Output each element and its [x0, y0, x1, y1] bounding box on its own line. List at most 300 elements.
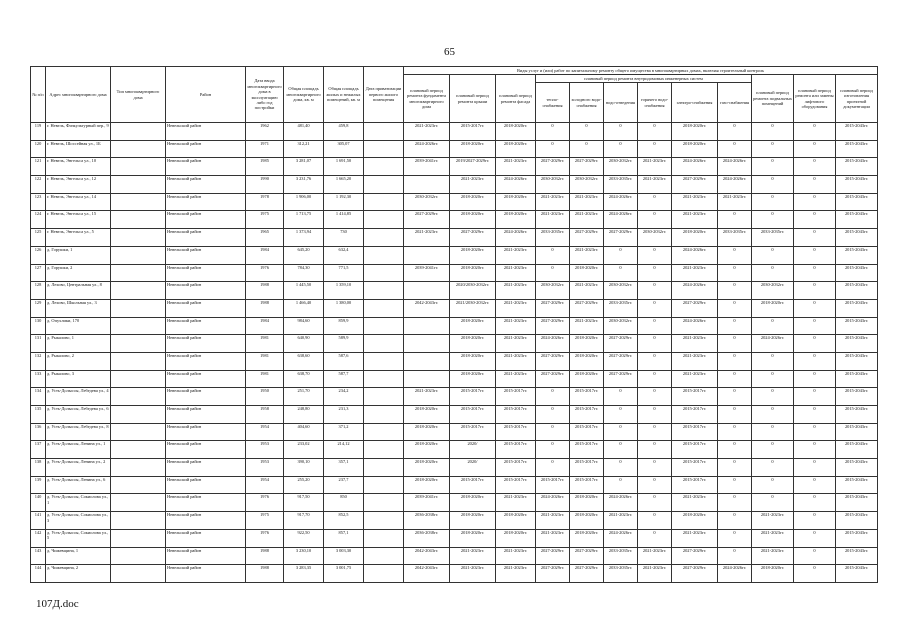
- table-cell: 142: [31, 529, 46, 547]
- table-cell: 1981: [246, 352, 284, 370]
- table-cell: 0: [604, 388, 638, 406]
- table-cell: 2021-2023гг.: [496, 335, 536, 353]
- table-cell: 0: [794, 494, 836, 512]
- table-cell: 2015-2043гг.: [836, 299, 878, 317]
- table-cell: 2021-2023гг.: [496, 352, 536, 370]
- table-cell: 2021-2023гг.: [496, 158, 536, 176]
- table-cell: 2030-2032гг.: [604, 282, 638, 300]
- table-cell: 0: [752, 423, 794, 441]
- table-cell: 0: [638, 441, 672, 459]
- table-cell: 0: [718, 476, 752, 494]
- table-cell: [364, 264, 404, 282]
- table-row: [31, 299, 878, 317]
- table-cell: 2021-2023гг.: [404, 388, 450, 406]
- table-cell: 2021-2023гг.: [638, 565, 672, 583]
- table-cell: Невельский район: [166, 565, 246, 583]
- table-cell: 2021-2023гг.: [496, 299, 536, 317]
- table-cell: 2021-2023гг.: [570, 211, 604, 229]
- table-cell: 2021-2023гг.: [404, 229, 450, 247]
- table-cell: 2033-2035гг.: [604, 547, 638, 565]
- table-cell: 2024-2026гг.: [536, 494, 570, 512]
- header-hot-water: горячего водо-снабжения: [638, 83, 672, 123]
- table-cell: 1 373,94: [284, 229, 324, 247]
- table-cell: 2021-2023гг.: [536, 529, 570, 547]
- table-cell: 917,50: [284, 494, 324, 512]
- table-cell: 2015-2017гг.: [496, 441, 536, 459]
- header-lift: плановый период ремонта или замены лифтового оборудования: [794, 75, 836, 123]
- table-cell: 2027-2029гг.: [536, 352, 570, 370]
- table-cell: [111, 211, 166, 229]
- table-cell: [111, 388, 166, 406]
- table-cell: 784,30: [284, 264, 324, 282]
- table-cell: 2015-2043гг.: [836, 123, 878, 141]
- table-cell: 0: [718, 441, 752, 459]
- table-cell: 2018-2020гг.: [752, 565, 794, 583]
- table-cell: 459,8: [324, 123, 364, 141]
- table-cell: 0: [638, 246, 672, 264]
- table-cell: 0: [604, 140, 638, 158]
- header-district: Район: [166, 67, 246, 123]
- table-cell: 2027-2029гг.: [672, 547, 718, 565]
- table-cell: 2018-2020гг.: [450, 529, 496, 547]
- table-cell: 2015-2043гг.: [836, 388, 878, 406]
- table-cell: [364, 388, 404, 406]
- table-cell: 2024-2026гг.: [604, 494, 638, 512]
- page-number: 65: [444, 46, 455, 58]
- table-cell: 2018-2020гг.: [672, 140, 718, 158]
- table-cell: 0: [536, 406, 570, 424]
- table-cell: д. Усть-Долыссы, Ленина ул., 1: [46, 441, 111, 459]
- table-row: [31, 494, 878, 512]
- table-cell: 587,7: [324, 370, 364, 388]
- table-cell: [364, 565, 404, 583]
- table-cell: 2021-2023гг.: [450, 565, 496, 583]
- table-cell: 0: [794, 529, 836, 547]
- table-cell: 0: [718, 512, 752, 530]
- table-cell: 0: [794, 388, 836, 406]
- header-type: Тип многоквартирного дома: [111, 67, 166, 123]
- table-cell: [111, 299, 166, 317]
- table-cell: 2018-2020гг.: [672, 229, 718, 247]
- table-cell: 2015-2017гг.: [672, 476, 718, 494]
- table-cell: [364, 193, 404, 211]
- table-cell: 2018-2020гг.: [404, 459, 450, 477]
- table-cell: 2027-2029гг.: [604, 370, 638, 388]
- table-cell: 984,60: [284, 317, 324, 335]
- table-cell: [111, 335, 166, 353]
- table-cell: 0: [718, 335, 752, 353]
- table-cell: г. Невель, Физкультурный пер., 9: [46, 123, 111, 141]
- table-cell: 0: [794, 476, 836, 494]
- table-cell: 2020/: [450, 459, 496, 477]
- table-cell: 3 283,35: [284, 565, 324, 583]
- table-cell: [404, 282, 450, 300]
- table-cell: 0: [718, 282, 752, 300]
- table-cell: 2024-2026гг.: [672, 282, 718, 300]
- table-cell: 2039-2041гг.: [404, 158, 450, 176]
- table-cell: д. Усть-Долыссы, Сокиолова ул., 3: [46, 512, 111, 530]
- table-cell: д. Лехово, Школьная ул., 3: [46, 299, 111, 317]
- table-cell: 136: [31, 423, 46, 441]
- table-cell: 133: [31, 370, 46, 388]
- table-cell: 2015-2043гг.: [836, 158, 878, 176]
- table-cell: 2021-2023гг.: [404, 123, 450, 141]
- table-cell: 481,40: [284, 123, 324, 141]
- table-cell: 1 445,50: [284, 282, 324, 300]
- table-cell: 2021-2023гг.: [718, 193, 752, 211]
- table-cell: Невельский район: [166, 140, 246, 158]
- table-cell: 0: [536, 140, 570, 158]
- table-cell: 1 380,00: [324, 299, 364, 317]
- table-cell: 122: [31, 176, 46, 194]
- table-cell: д. Лехово, Центральная ул., 8: [46, 282, 111, 300]
- table-cell: д. Усть-Долыссы, Ленина ул., 2: [46, 459, 111, 477]
- table-cell: 0: [752, 176, 794, 194]
- table-cell: 771,5: [324, 264, 364, 282]
- table-cell: 1985: [246, 158, 284, 176]
- table-cell: 144: [31, 565, 46, 583]
- table-cell: 2027-2029гг.: [570, 565, 604, 583]
- table-row: [31, 264, 878, 282]
- table-row: [31, 140, 878, 158]
- table-cell: 2015-2043гг.: [836, 423, 878, 441]
- table-cell: 0: [718, 547, 752, 565]
- table-cell: 0: [638, 193, 672, 211]
- table-cell: 0: [638, 264, 672, 282]
- table-cell: 2018-2020гг.: [404, 476, 450, 494]
- table-cell: 0: [718, 211, 752, 229]
- table-cell: 2015-2043гг.: [836, 512, 878, 530]
- table-cell: 2033-2035гг.: [604, 299, 638, 317]
- table-cell: 0: [638, 406, 672, 424]
- table-cell: 2015-2017гг.: [496, 459, 536, 477]
- table-cell: 0: [794, 547, 836, 565]
- table-cell: 632,4: [324, 246, 364, 264]
- table-cell: 2018-2020гг.: [570, 494, 604, 512]
- table-cell: 0: [536, 246, 570, 264]
- table-cell: 0: [794, 211, 836, 229]
- table-cell: 3 001,75: [324, 565, 364, 583]
- table-cell: 305,07: [324, 140, 364, 158]
- header-address: Адрес многоквартирного дома: [46, 67, 111, 123]
- table-cell: г. Невель, Энгельса ул., 5: [46, 229, 111, 247]
- table-cell: 0: [752, 370, 794, 388]
- table-cell: 233,02: [284, 441, 324, 459]
- table-cell: 0: [718, 299, 752, 317]
- table-cell: [404, 370, 450, 388]
- table-cell: 255,20: [284, 476, 324, 494]
- table-cell: 0: [638, 140, 672, 158]
- table-cell: 2015-2017гг.: [450, 476, 496, 494]
- table-cell: Невельский район: [166, 476, 246, 494]
- table-cell: 214,12: [324, 441, 364, 459]
- table-cell: 0: [794, 370, 836, 388]
- table-cell: 589,9: [324, 335, 364, 353]
- table-cell: 2021-2023гг.: [496, 246, 536, 264]
- table-cell: д. Усть-Долыссы, Лебедева ул., 4: [46, 388, 111, 406]
- table-cell: 2018-2020гг.: [570, 529, 604, 547]
- table-cell: [111, 229, 166, 247]
- table-cell: 2015-2043гг.: [836, 529, 878, 547]
- table-cell: 0: [752, 352, 794, 370]
- table-cell: 2021-2023гг.: [672, 370, 718, 388]
- table-cell: 0: [604, 459, 638, 477]
- table-body: [31, 123, 878, 583]
- table-cell: 2027-2029гг.: [604, 229, 638, 247]
- table-cell: д. Опухлики, 170: [46, 317, 111, 335]
- table-cell: 2036-2038гг.: [404, 512, 450, 530]
- table-cell: 0: [718, 388, 752, 406]
- header-cold-water: холодного водо-снабжения: [570, 83, 604, 123]
- table-cell: Невельский район: [166, 388, 246, 406]
- table-cell: 1975: [246, 512, 284, 530]
- header-living-area: Общая площадь жилых и нежилых помещений, кв. м: [324, 67, 364, 123]
- table-cell: 2024-2026гг.: [672, 246, 718, 264]
- table-cell: 2024-2026гг.: [718, 565, 752, 583]
- table-cell: 1988: [246, 299, 284, 317]
- table-cell: [111, 158, 166, 176]
- table-cell: 2015-2017гг.: [450, 406, 496, 424]
- table-cell: 130: [31, 317, 46, 335]
- table-cell: Невельский район: [166, 193, 246, 211]
- table-cell: 850: [324, 494, 364, 512]
- table-cell: [364, 229, 404, 247]
- table-cell: 2024-2026гг.: [718, 158, 752, 176]
- table-cell: 0: [752, 211, 794, 229]
- table-cell: 2024-2026гг.: [496, 229, 536, 247]
- table-cell: 3 003,30: [324, 547, 364, 565]
- table-cell: 2018-2020гг.: [450, 494, 496, 512]
- table-cell: 2018-2020гг.: [450, 317, 496, 335]
- table-cell: 0: [752, 264, 794, 282]
- table-cell: 0: [752, 246, 794, 264]
- header-basement: плановый период ремонта подвальных помещений: [752, 75, 794, 123]
- table-cell: 2018-2020гг.: [450, 352, 496, 370]
- table-cell: 2015-2043гг.: [836, 476, 878, 494]
- table-cell: Невельский район: [166, 211, 246, 229]
- table-cell: 0: [794, 264, 836, 282]
- table-cell: 2018-2020гг.: [672, 512, 718, 530]
- table-cell: 2015-2043гг.: [836, 176, 878, 194]
- table-cell: 0: [638, 123, 672, 141]
- table-cell: 2027-2029гг.: [536, 565, 570, 583]
- table-row: [31, 512, 878, 530]
- table-cell: 0: [752, 406, 794, 424]
- table-cell: Невельский район: [166, 547, 246, 565]
- table-cell: 2018-2020гг.: [450, 140, 496, 158]
- table-cell: 2021-2023гг.: [496, 282, 536, 300]
- table-cell: 0: [638, 494, 672, 512]
- table-cell: 2021/2030-2032гг.: [450, 299, 496, 317]
- table-cell: 0: [794, 352, 836, 370]
- table-cell: 0: [638, 423, 672, 441]
- table-row: [31, 441, 878, 459]
- table-cell: 2027-2029гг.: [536, 547, 570, 565]
- table-cell: 2021-2023гг.: [672, 352, 718, 370]
- table-cell: 357,1: [324, 459, 364, 477]
- table-cell: д. Усть-Долыссы, Сокиолова ул., 1: [46, 494, 111, 512]
- table-cell: 917,70: [284, 512, 324, 530]
- table-cell: 2030-2032гг.: [536, 282, 570, 300]
- table-cell: д. Рыкалово, 2: [46, 352, 111, 370]
- table-cell: [364, 352, 404, 370]
- table-cell: 2021-2023гг.: [496, 264, 536, 282]
- header-electric: электро-снабжения: [672, 83, 718, 123]
- table-row: [31, 547, 878, 565]
- table-cell: 2042-2043гг.: [404, 565, 450, 583]
- table-cell: 852,5: [324, 512, 364, 530]
- table-cell: 2015-2043гг.: [836, 264, 878, 282]
- table-cell: [364, 123, 404, 141]
- table-cell: 3 281,07: [284, 158, 324, 176]
- table-row: [31, 229, 878, 247]
- table-cell: 2024-2026гг.: [404, 140, 450, 158]
- table-cell: 0: [604, 441, 638, 459]
- table-cell: 234,2: [324, 388, 364, 406]
- table-cell: 2024-2026гг.: [672, 317, 718, 335]
- table-cell: 126: [31, 246, 46, 264]
- table-cell: [364, 529, 404, 547]
- table-cell: 2018-2020гг.: [570, 335, 604, 353]
- table-row: [31, 565, 878, 583]
- table-cell: Невельский район: [166, 282, 246, 300]
- table-cell: [404, 317, 450, 335]
- table-cell: [364, 246, 404, 264]
- table-cell: [111, 423, 166, 441]
- table-cell: 2021-2023гг.: [672, 193, 718, 211]
- table-cell: [364, 299, 404, 317]
- table-cell: [111, 441, 166, 459]
- table-cell: 2027-2029гг.: [536, 299, 570, 317]
- table-row: [31, 282, 878, 300]
- table-cell: [364, 317, 404, 335]
- table-cell: Невельский район: [166, 441, 246, 459]
- table-cell: 2021-2023гг.: [672, 494, 718, 512]
- header-systems-group: плановый период ремонта внутридомовых инженерных систем: [536, 75, 752, 83]
- table-cell: 2015-2043гг.: [836, 282, 878, 300]
- table-cell: 2021-2023гг.: [570, 246, 604, 264]
- table-cell: 0: [752, 158, 794, 176]
- header-sewer: водо-отведения: [604, 83, 638, 123]
- table-cell: 1976: [246, 264, 284, 282]
- table-cell: [364, 176, 404, 194]
- table-cell: 3 230,10: [284, 547, 324, 565]
- table-cell: 2030-2032гг.: [570, 176, 604, 194]
- table-cell: 0: [794, 406, 836, 424]
- table-cell: 2015-2017гг.: [672, 441, 718, 459]
- table-cell: 124: [31, 211, 46, 229]
- table-cell: [111, 512, 166, 530]
- table-cell: 1990: [246, 176, 284, 194]
- table-cell: 0: [794, 441, 836, 459]
- table-cell: 2015-2017гг.: [570, 423, 604, 441]
- table-row: [31, 335, 878, 353]
- table-cell: 2021-2023гг.: [672, 264, 718, 282]
- table-cell: 2021-2023гг.: [536, 512, 570, 530]
- table-cell: г. Невель, Энгельса ул., 14: [46, 193, 111, 211]
- table-cell: 2015-2017гг.: [536, 476, 570, 494]
- table-cell: 730: [324, 229, 364, 247]
- table-row: [31, 529, 878, 547]
- table-cell: [111, 123, 166, 141]
- table-cell: 922,50: [284, 529, 324, 547]
- table-cell: 2033-2035гг.: [718, 229, 752, 247]
- table-cell: [404, 176, 450, 194]
- table-cell: 0: [536, 264, 570, 282]
- table-cell: 2018-2020гг.: [570, 512, 604, 530]
- table-cell: 2018-2020гг.: [496, 193, 536, 211]
- table-cell: [364, 547, 404, 565]
- table-cell: 2015-2017гг.: [672, 459, 718, 477]
- table-cell: 2027-2029гг.: [672, 176, 718, 194]
- table-cell: 2027-2029гг.: [536, 370, 570, 388]
- table-cell: 0: [638, 335, 672, 353]
- table-cell: 125: [31, 229, 46, 247]
- table-cell: 134: [31, 388, 46, 406]
- table-cell: 248,80: [284, 406, 324, 424]
- table-cell: 2030-2032гг.: [604, 317, 638, 335]
- table-cell: 2024-2026гг.: [604, 193, 638, 211]
- table-cell: 0: [718, 494, 752, 512]
- table-cell: [111, 406, 166, 424]
- table-cell: [364, 512, 404, 530]
- table-cell: 0: [794, 459, 836, 477]
- table-cell: 2021-2023гг.: [570, 282, 604, 300]
- table-cell: 1976: [246, 529, 284, 547]
- table-cell: 1 906,00: [284, 193, 324, 211]
- table-cell: 0: [718, 317, 752, 335]
- table-cell: 2021-2023гг.: [496, 565, 536, 583]
- table-cell: 2021-2023гг.: [752, 529, 794, 547]
- table-cell: 1953: [246, 441, 284, 459]
- table-cell: [111, 565, 166, 583]
- table-cell: 2020/2030-2032гг.: [450, 282, 496, 300]
- table-cell: 1954: [246, 423, 284, 441]
- table-cell: 2015-2043гг.: [836, 565, 878, 583]
- table-cell: 2018-2020гг.: [496, 140, 536, 158]
- table-row: [31, 317, 878, 335]
- table-cell: 0: [536, 123, 570, 141]
- table-cell: 0: [752, 140, 794, 158]
- table-cell: 0: [536, 459, 570, 477]
- table-cell: Невельский район: [166, 317, 246, 335]
- table-cell: 2018-2020гг.: [496, 529, 536, 547]
- table-cell: д. Горушки, 2: [46, 264, 111, 282]
- table-cell: 404,60: [284, 423, 324, 441]
- table-cell: 2018-2020гг.: [672, 123, 718, 141]
- table-cell: 2018-2020гг.: [570, 264, 604, 282]
- table-cell: 1978: [246, 193, 284, 211]
- table-cell: 2024-2026гг.: [496, 176, 536, 194]
- table-cell: г. Невель, Энгельса ул., 15: [46, 211, 111, 229]
- table-cell: 251,70: [284, 388, 324, 406]
- table-cell: 237,7: [324, 476, 364, 494]
- table-cell: 2021-2023гг.: [496, 494, 536, 512]
- table-cell: 645,20: [284, 246, 324, 264]
- table-cell: 2015-2017гг.: [496, 423, 536, 441]
- table-cell: 638,60: [284, 352, 324, 370]
- table-cell: Невельский район: [166, 370, 246, 388]
- table-cell: 0: [794, 335, 836, 353]
- table-cell: д. Рыкалово, 3: [46, 370, 111, 388]
- table-cell: 129: [31, 299, 46, 317]
- table-cell: 0: [536, 423, 570, 441]
- table-cell: 2021-2023гг.: [536, 211, 570, 229]
- table-cell: г. Невель, Шоссейная ул., 1Б: [46, 140, 111, 158]
- table-row: [31, 158, 878, 176]
- table-cell: 0: [638, 388, 672, 406]
- table-cell: д. Усть-Долыссы, Лебедева ул., 6: [46, 406, 111, 424]
